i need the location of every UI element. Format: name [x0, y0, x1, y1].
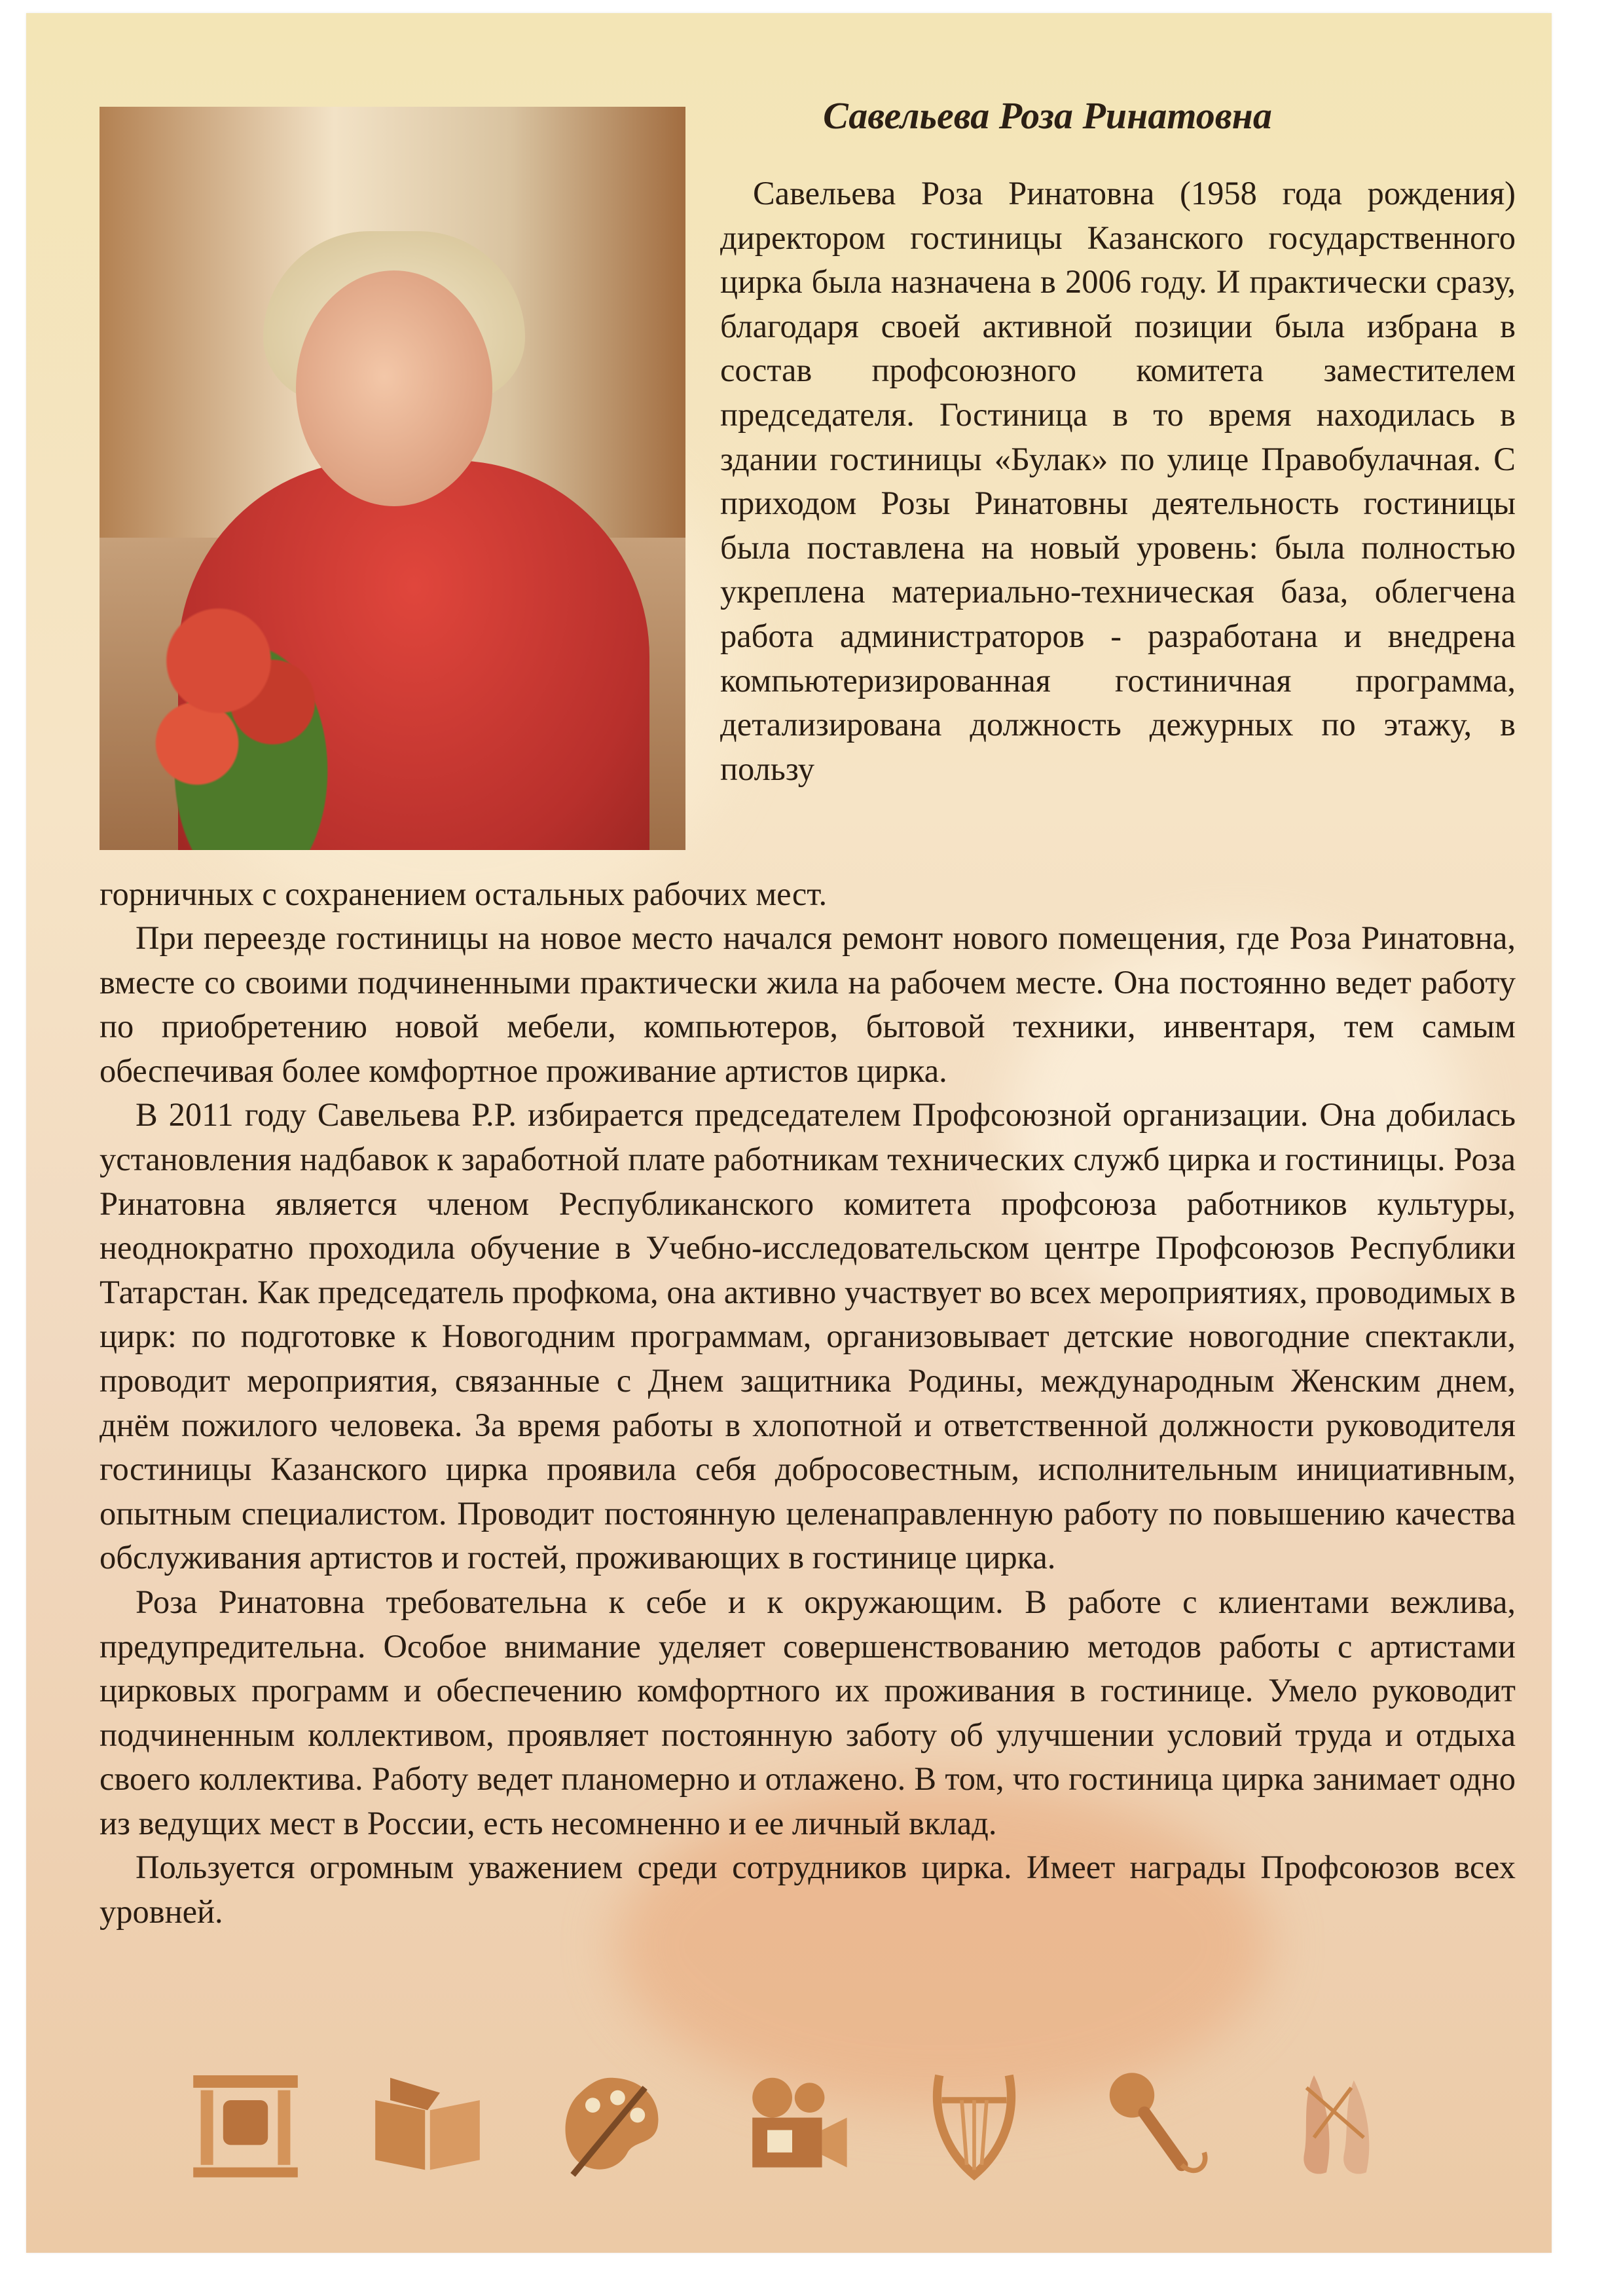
lyre-icon: [912, 2063, 1036, 2187]
photo-face: [296, 270, 492, 506]
paragraph-renovation: При переезде гостиницы на новое место начался ремонт нового помещения, где Роза Ринатовна, вместе со своими подчиненными практически жила на рабочем месте. Она постоянно ведет работу по приобретению новой мебели, компьютеров, бытовой техники, инвентаря, тем самым обеспечивая более комфортное проживание артистов цирка.: [100, 919, 1516, 1089]
open-book-icon: [365, 2063, 490, 2187]
paragraph-character: Роза Ринатовна требовательна к себе и к окружающим. В работе с клиентами вежлива, предупредительна. Особое внимание уделяет совершенствованию методов работы с артистами цирковых программ и обеспечению комфортного их проживания в гостинице. Умело руководит подчиненным коллективом, проявляет постоянную заботу об улучшении условий труда и отдыха своего коллектива. Работу ведет планомерно и отлажено. В том, что гостиница цирка занимает одно из ведущих мест в России, есть несомненно и ее личный вклад.: [100, 1583, 1516, 1842]
intro-paragraph-continuation: горничных с сохранением остальных рабочих мест.: [100, 876, 828, 912]
paragraph-awards: Пользуется огромным уважением среди сотрудников цирка. Имеет награды Профсоюзов всех уровней.: [100, 1849, 1516, 1931]
palette-icon: [548, 2063, 672, 2187]
paragraph-trade-union: В 2011 году Савельева Р.Р. избирается председателем Профсоюзной организации. Она добилась установления надбавок к заработной плате работникам технических служб цирка и гостиницы. Роза Ринатовна является членом Республиканского комитета профсоюза работников культуры, неоднократно проходила обучение в Учебно-исследовательском центре Профсоюзов Республики Татарстан. Как председатель профкома, она активно участвует во всех мероприятиях, проводимых в цирк: по подготовке к Новогодним программам, организовывает детские новогодние спектакли, проводит мероприятия, связанные с Днем защитника Родины, международным Женским днем, днём пожилого человека. За время работы в хлопотной и ответственной должности руководителя гостиницы Казанского цирка проявила себя добросовестным, исполнительным инициативным, опытным специалистом. Проводит постоянную целенаправленную работу по повышению качества обслуживания артистов и гостей, проживающих в гостинице цирка.: [100, 1096, 1516, 1576]
film-camera-icon: [730, 2063, 854, 2187]
portrait-photo: [100, 107, 685, 850]
ballet-shoes-icon: [1277, 2063, 1401, 2187]
theatre-columns-icon: [183, 2063, 308, 2187]
photo-rose-bouquet: [132, 578, 348, 850]
page-title: Савельева Роза Ринатовна: [823, 94, 1272, 137]
body-text: [100, 916, 1516, 1935]
footer-icons: [183, 2063, 1401, 2187]
intro-paragraph-column: Савельева Роза Ринатовна (1958 года рождения) директором гостиницы Казанского государственного цирка была назначена в 2006 году. И практически сразу, благодаря своей активной позиции была избрана в состав профсоюзного комитета заместителем председателя. Гостиница в то время находилась в здании гостиницы «Булак» по улице Правобулачная. С приходом Розы Ринатовны деятельность гостиницы была поставлена на новый уровень: была полностью укреплена материально-техническая база, облегчена работа администраторов - разработана и внедрена компьютеризированная гостиничная программа, детализирована должность дежурных по этажу, в пользу: [720, 175, 1516, 787]
microphone-icon: [1095, 2063, 1219, 2187]
